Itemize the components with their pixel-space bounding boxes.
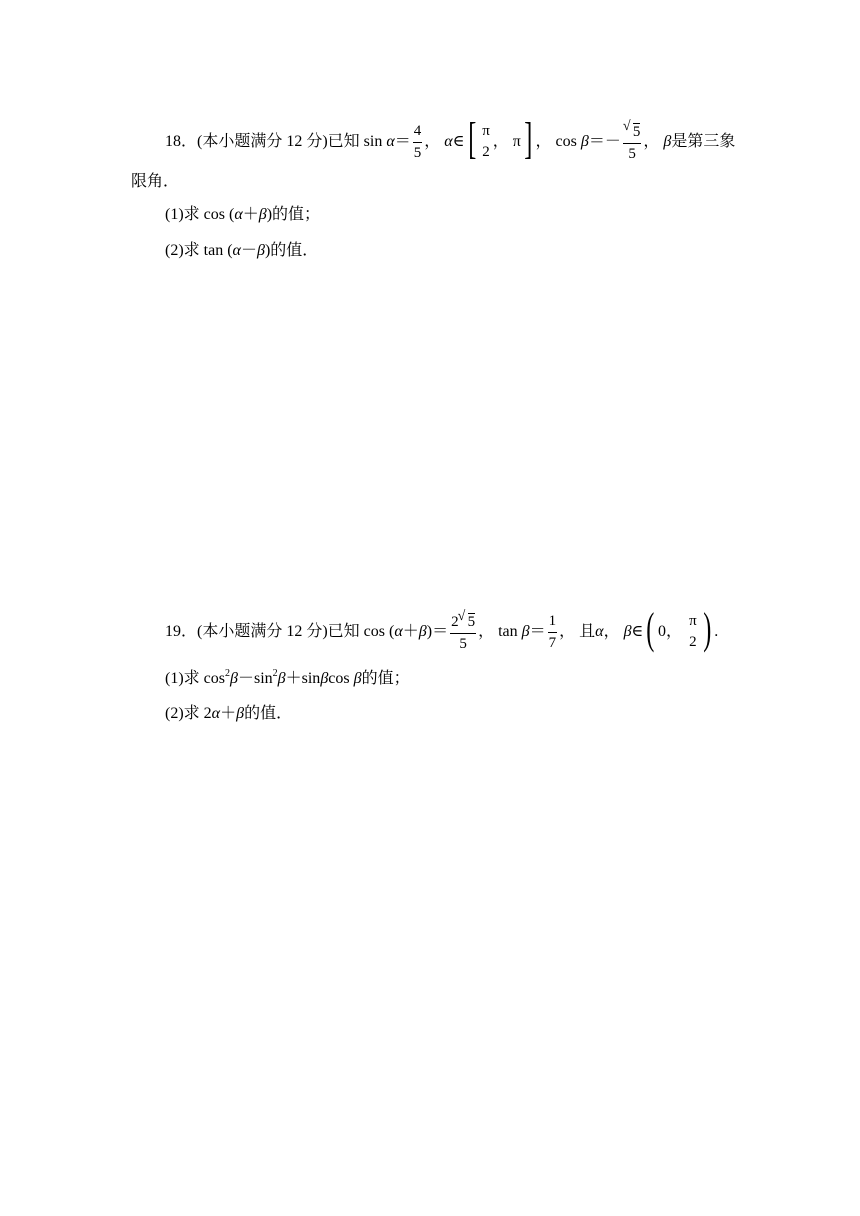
q19-line1: 19 ． (本小题满分 12 分)已知 cos ( α ＋ β )＝ $\frac{2√ 5}{5}$ ， tan β ＝ $\frac{1}{7}$ ， 且 α ， β ∈ ( 0 ， π 2 ) . xyxy=(165,608,718,656)
q18-cos-fraction: √ $\frac{5}{5}$ xyxy=(623,123,642,162)
q19-right-bracket: ) xyxy=(702,604,711,653)
q19-number: 19 xyxy=(165,623,181,640)
q18-right-bracket: ] xyxy=(524,114,533,163)
q19-header: (本小题满分 12 分)已知 cos ( xyxy=(197,623,395,640)
q19-tan-fraction: $\frac{1}{7}$ xyxy=(548,612,557,651)
q19-part1: (1)求 $\cos^2\beta-\sin^2\beta+\sin\beta\cos$ β的值； xyxy=(165,668,410,687)
q18-header: (本小题满分 12 分)已知 sin xyxy=(197,133,383,150)
q19-left-bracket: ( xyxy=(646,604,655,653)
q18-line2: 限角． xyxy=(131,173,180,190)
q18-sin-fraction: $\frac{4}{5}$ xyxy=(413,122,422,161)
q18-line1: 18 ． (本小题满分 12 分)已知 sin α ＝ $\frac{4}{5}$ ， α ∈ [ π 2 ， π ] ， cos β ＝－ √ $\frac{5}{5}$ ， β 是第三象 xyxy=(165,118,735,166)
q18-pi-half: π 2 xyxy=(482,123,490,160)
q18-part2: (2)求 tan (α－β)的值． xyxy=(165,242,319,259)
q18-number: 18 xyxy=(165,133,181,150)
q19-part2: (2)求 2α＋β的值． xyxy=(165,705,293,722)
q19-cos-fraction: $\frac{2√ 5}{5}$ xyxy=(450,613,476,652)
q18-part1: (1)求 cos (α＋β)的值； xyxy=(165,206,321,223)
q18-left-bracket: [ xyxy=(467,114,476,163)
q19-pi-half: π 2 xyxy=(689,613,697,650)
